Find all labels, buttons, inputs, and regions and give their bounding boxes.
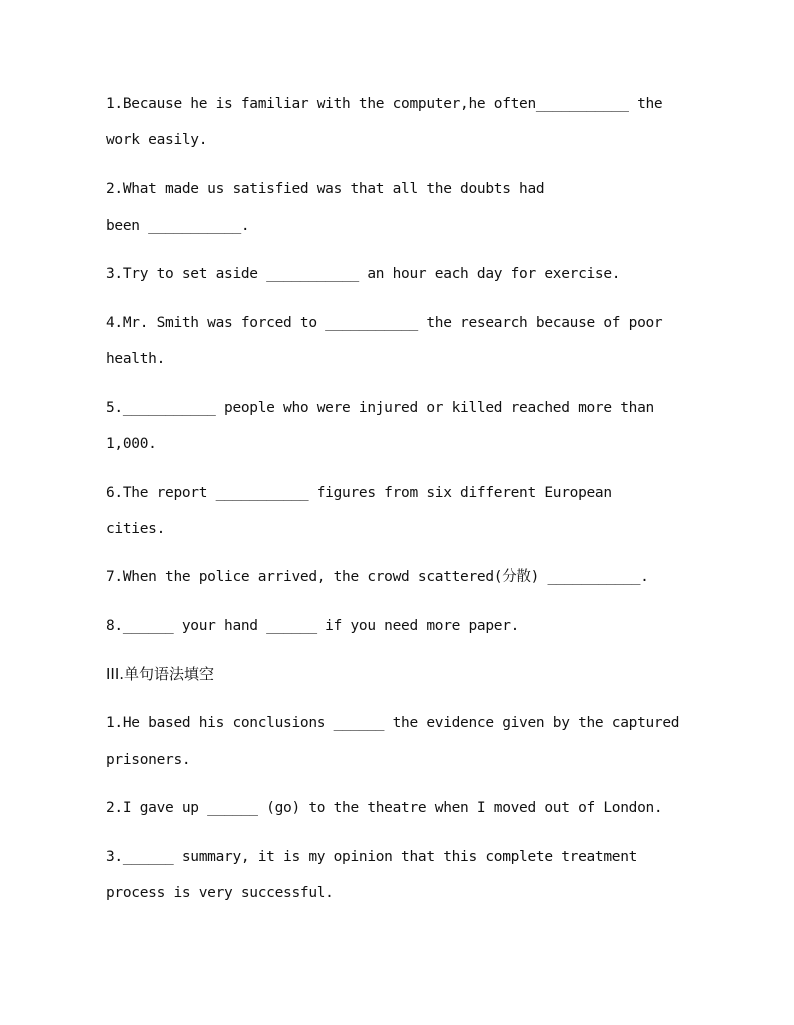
vocab-item-2-line-1: 2.What made us satisfied was that all the doubts had bbox=[106, 181, 545, 197]
vocab-item-5-line-1: 5.___________ people who were injured or killed reached more than bbox=[106, 400, 654, 416]
vocab-item-1-line-2: work easily. bbox=[106, 132, 208, 148]
section-heading-grammar: III.单句语法填空 bbox=[106, 665, 215, 683]
vocab-item-3-line-1: 3.Try to set aside ___________ an hour each day for exercise. bbox=[106, 266, 621, 282]
vocab-item-1-line-1: 1.Because he is familiar with the computer,he often___________ the bbox=[106, 96, 663, 112]
vocab-item-6-line-2: cities. bbox=[106, 521, 166, 537]
vocab-item-5-line-2: 1,000. bbox=[106, 436, 157, 452]
vocab-item-4-line-1: 4.Mr. Smith was forced to ___________ the research because of poor bbox=[106, 315, 663, 331]
grammar-item-3-line-2: process is very successful. bbox=[106, 885, 334, 901]
vocab-item-7-line-1: 7.When the police arrived, the crowd scattered(分散) ___________. bbox=[106, 569, 649, 585]
grammar-item-1-line-1: 1.He based his conclusions ______ the evidence given by the captured bbox=[106, 715, 680, 731]
vocab-item-6-line-1: 6.The report ___________ figures from six different European bbox=[106, 485, 612, 501]
vocab-item-4-line-2: health. bbox=[106, 351, 166, 367]
grammar-item-1-line-2: prisoners. bbox=[106, 752, 191, 768]
vocab-item-2-line-2: been ___________. bbox=[106, 218, 250, 234]
grammar-item-3-line-1: 3.______ summary, it is my opinion that this complete treatment bbox=[106, 849, 638, 865]
vocab-item-8-line-1: 8.______ your hand ______ if you need more paper. bbox=[106, 618, 520, 634]
grammar-item-2-line-1: 2.I gave up ______ (go) to the theatre when I moved out of London. bbox=[106, 800, 663, 816]
